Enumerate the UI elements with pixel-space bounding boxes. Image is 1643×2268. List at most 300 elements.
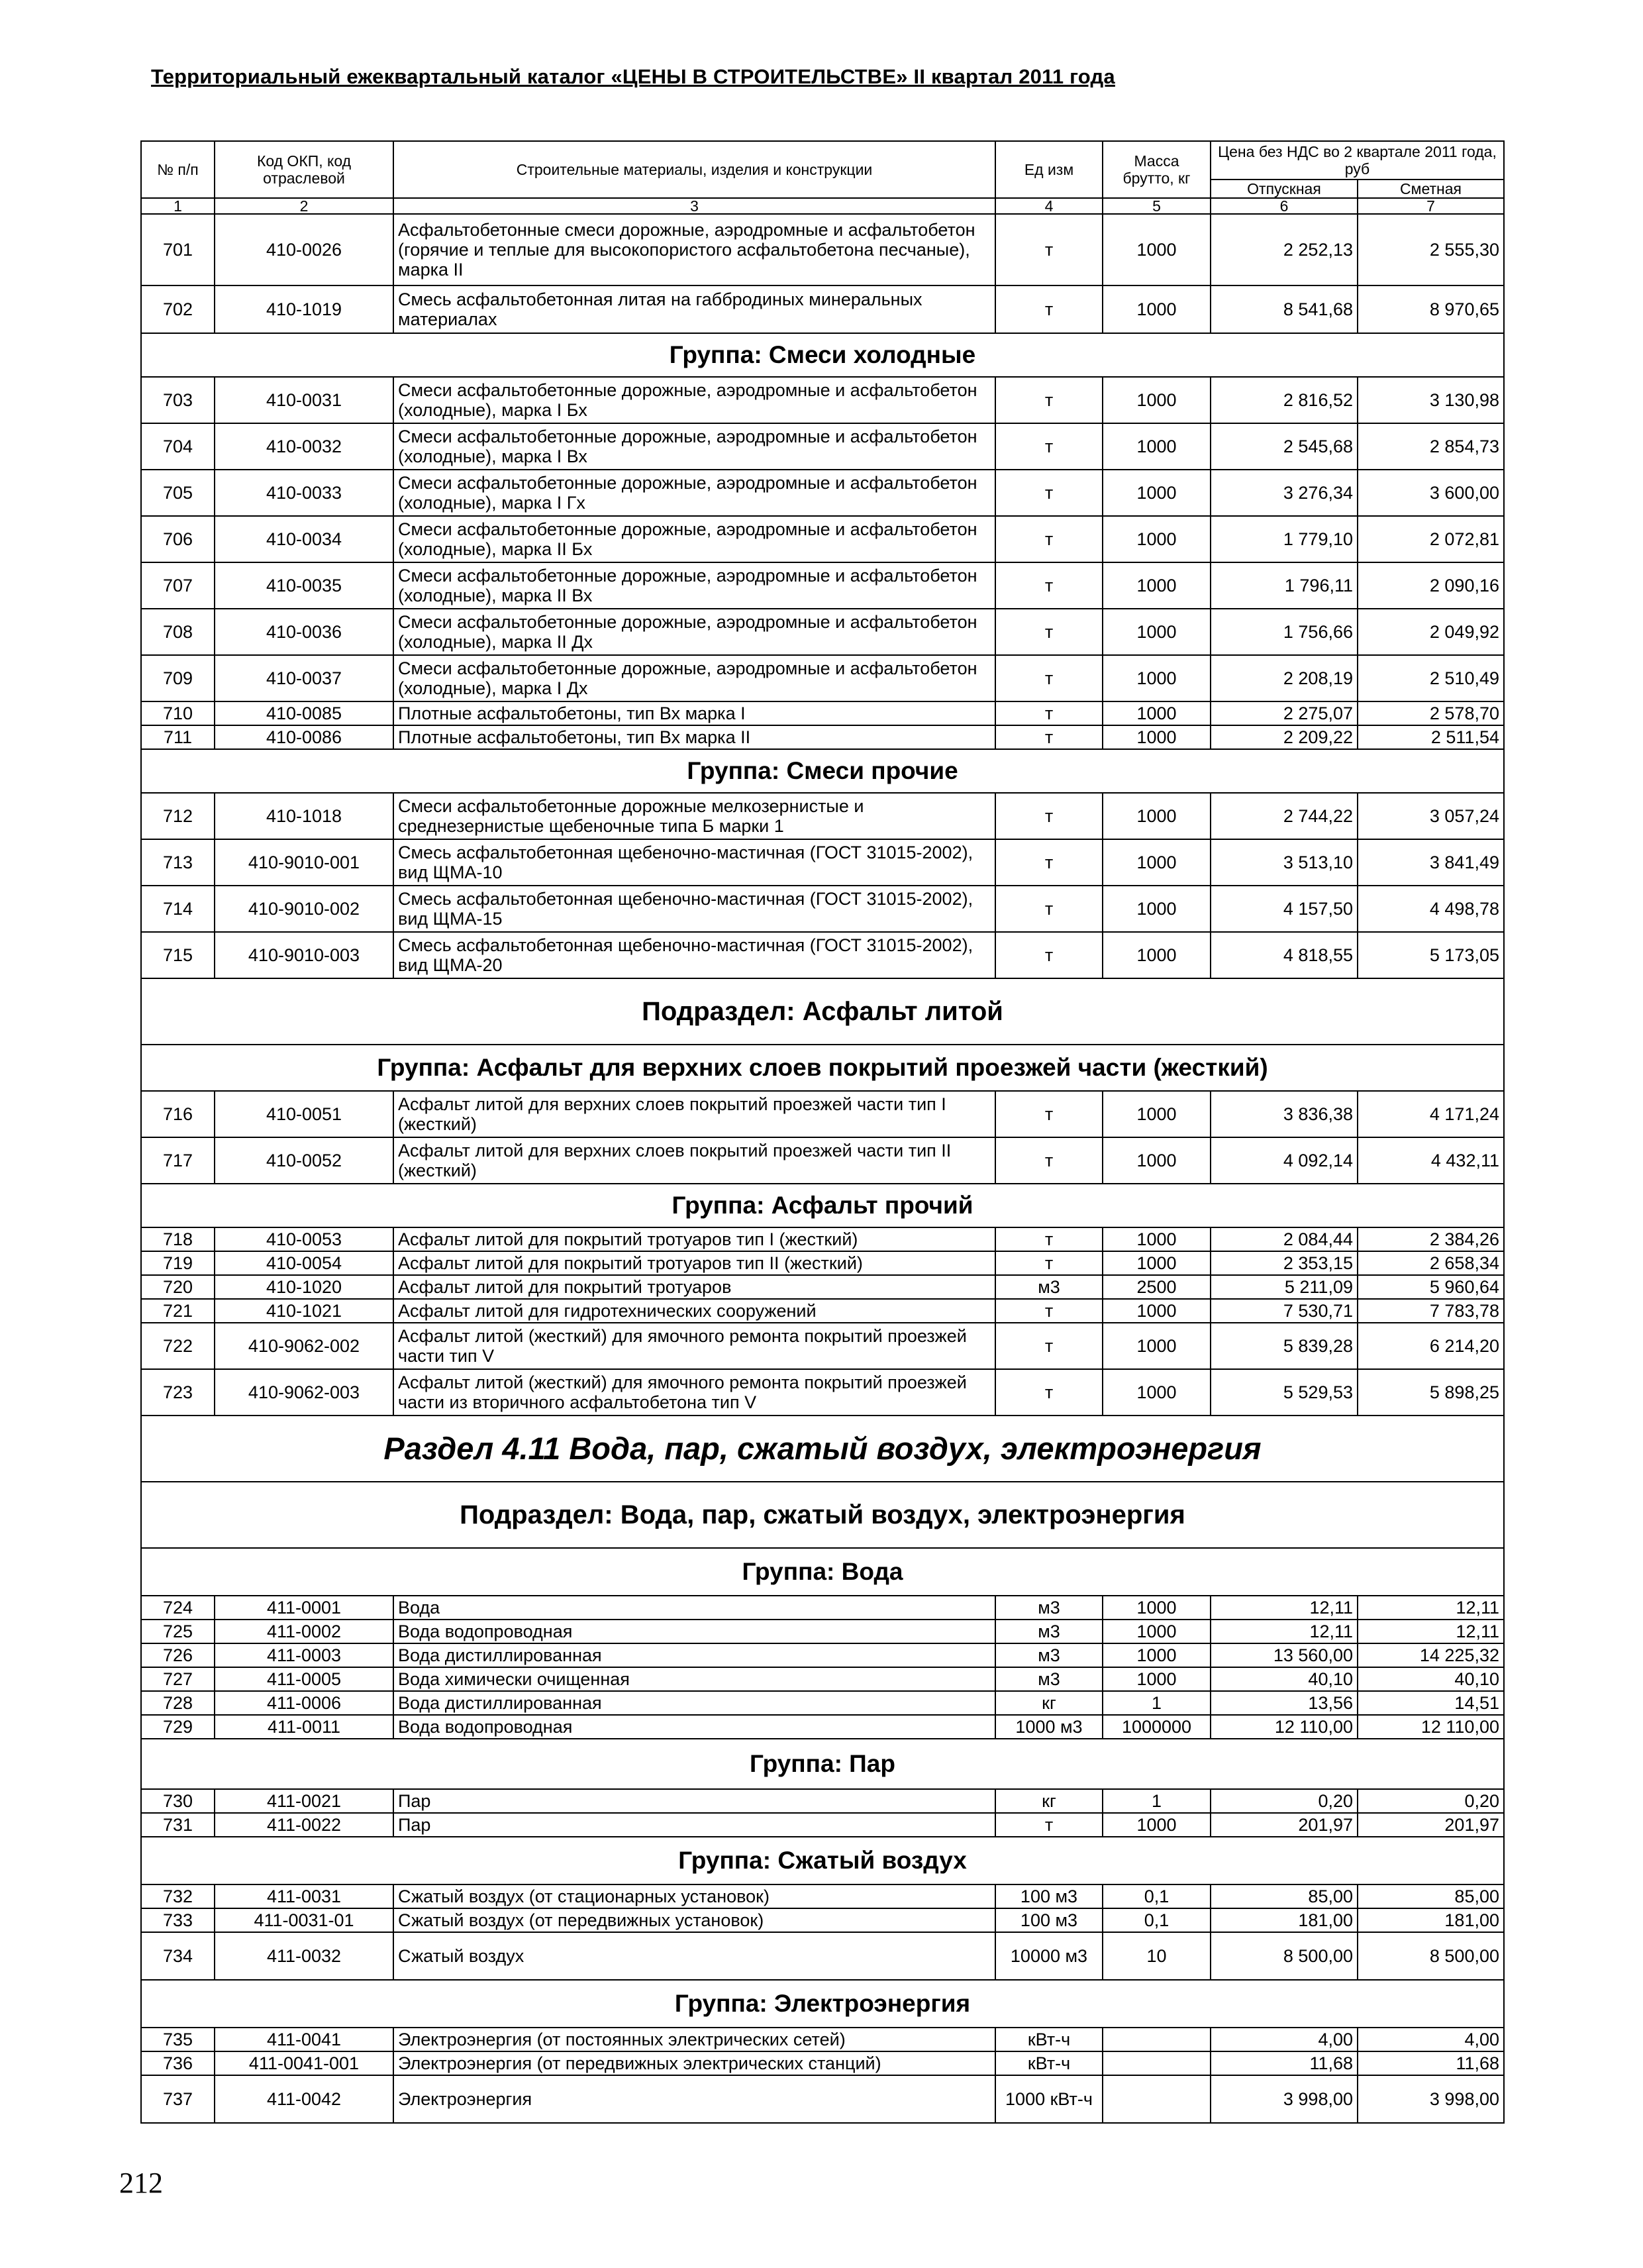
row-estimate-price: 5 173,05: [1358, 932, 1504, 978]
table-header: [141, 141, 1504, 214]
col-price-header: Цена без НДС во 2 квартале 2011 года, руб: [1211, 141, 1504, 180]
table-row: [141, 470, 1504, 516]
column-number: 7: [1358, 198, 1504, 214]
row-estimate-price: 12,11: [1358, 1620, 1504, 1643]
row-number: 715: [141, 932, 215, 978]
row-name: Асфальт литой для верхних слоев покрытий проезжей части тип I (жесткий): [393, 1091, 995, 1137]
table-row: [141, 214, 1504, 285]
row-mass: 1000: [1103, 516, 1211, 562]
row-number: 733: [141, 1908, 215, 1932]
row-release-price: 2 084,44: [1211, 1227, 1358, 1251]
row-code: 410-1020: [215, 1275, 393, 1299]
row-name: Сжатый воздух (от стационарных установок): [393, 1884, 995, 1908]
row-code: 410-9010-003: [215, 932, 393, 978]
row-release-price: 2 545,68: [1211, 423, 1358, 470]
row-name: Вода водопроводная: [393, 1620, 995, 1643]
col-unit-header: Ед изм: [995, 141, 1103, 198]
row-name: Асфальт литой для гидротехнических сооружений: [393, 1299, 995, 1323]
table-row: [141, 1275, 1504, 1299]
group-heading: Группа: Электроэнергия: [141, 1980, 1504, 2028]
row-release-price: 3 513,10: [1211, 839, 1358, 886]
row-number: 723: [141, 1369, 215, 1416]
row-code: 410-0085: [215, 701, 393, 725]
row-number: 734: [141, 1932, 215, 1980]
row-number: 702: [141, 285, 215, 333]
row-number: 722: [141, 1323, 215, 1369]
row-release-price: 4 818,55: [1211, 932, 1358, 978]
row-code: 410-0053: [215, 1227, 393, 1251]
subsection-heading-row: [141, 1482, 1504, 1548]
row-name: Плотные асфальтобетоны, тип Вх марка I: [393, 701, 995, 725]
row-number: 731: [141, 1813, 215, 1837]
row-estimate-price: 4 498,78: [1358, 886, 1504, 932]
row-mass: 0,1: [1103, 1884, 1211, 1908]
row-unit: т: [995, 1091, 1103, 1137]
row-number: 720: [141, 1275, 215, 1299]
row-mass: 1000: [1103, 1667, 1211, 1691]
row-estimate-price: 12 110,00: [1358, 1715, 1504, 1739]
row-mass: 0,1: [1103, 1908, 1211, 1932]
row-code: 411-0006: [215, 1691, 393, 1715]
row-mass: 1000: [1103, 1620, 1211, 1643]
row-release-price: 201,97: [1211, 1813, 1358, 1837]
group-heading: Группа: Вода: [141, 1548, 1504, 1596]
row-number: 711: [141, 725, 215, 749]
page-number: 212: [119, 2167, 163, 2199]
row-code: 411-0005: [215, 1667, 393, 1691]
row-release-price: 5 211,09: [1211, 1275, 1358, 1299]
row-name: Смеси асфальтобетонные дорожные, аэродромные и асфальтобетон (холодные), марка II Вх: [393, 562, 995, 609]
table-row: [141, 423, 1504, 470]
row-code: 410-0033: [215, 470, 393, 516]
row-unit: т: [995, 470, 1103, 516]
group-heading: Группа: Смеси прочие: [141, 749, 1504, 793]
group-heading-row: [141, 1980, 1504, 2028]
row-name: Смесь асфальтобетонная щебеночно-мастичная (ГОСТ 31015-2002), вид ЩМА-10: [393, 839, 995, 886]
row-unit: т: [995, 609, 1103, 655]
row-name: Сжатый воздух: [393, 1932, 995, 1980]
row-code: 410-1018: [215, 793, 393, 839]
row-number: 736: [141, 2051, 215, 2075]
row-mass: [1103, 2051, 1211, 2075]
row-number: 730: [141, 1789, 215, 1813]
row-estimate-price: 2 510,49: [1358, 655, 1504, 701]
table-row: [141, 1091, 1504, 1137]
col-release-header: Отпускная: [1211, 180, 1358, 198]
row-unit: т: [995, 285, 1103, 333]
row-name: Асфальт литой для покрытий тротуаров: [393, 1275, 995, 1299]
row-name: Смеси асфальтобетонные дорожные мелкозернистые и среднезернистые щебеночные типа Б марки 1: [393, 793, 995, 839]
row-mass: 1000: [1103, 1251, 1211, 1275]
table-row: [141, 1667, 1504, 1691]
row-unit: кг: [995, 1691, 1103, 1715]
row-mass: 1000: [1103, 1369, 1211, 1416]
row-estimate-price: 6 214,20: [1358, 1323, 1504, 1369]
row-name: Асфальт литой для верхних слоев покрытий проезжей части тип II (жесткий): [393, 1137, 995, 1184]
row-estimate-price: 4 171,24: [1358, 1091, 1504, 1137]
row-mass: 1000: [1103, 1596, 1211, 1620]
row-mass: 1000: [1103, 655, 1211, 701]
row-code: 410-0051: [215, 1091, 393, 1137]
row-release-price: 4 157,50: [1211, 886, 1358, 932]
table-row: [141, 562, 1504, 609]
row-estimate-price: 3 600,00: [1358, 470, 1504, 516]
table-row: [141, 1715, 1504, 1739]
row-code: 410-9062-002: [215, 1323, 393, 1369]
row-estimate-price: 2 072,81: [1358, 516, 1504, 562]
row-number: 701: [141, 214, 215, 285]
group-heading: Группа: Сжатый воздух: [141, 1837, 1504, 1884]
row-name: Вода дистиллированная: [393, 1643, 995, 1667]
table-row: [141, 932, 1504, 978]
section-heading: Раздел 4.11 Вода, пар, сжатый воздух, электроэнергия: [141, 1416, 1504, 1482]
row-estimate-price: 2 090,16: [1358, 562, 1504, 609]
group-heading-row: [141, 749, 1504, 793]
row-release-price: 7 530,71: [1211, 1299, 1358, 1323]
row-number: 724: [141, 1596, 215, 1620]
row-number: 725: [141, 1620, 215, 1643]
row-number: 710: [141, 701, 215, 725]
row-number: 713: [141, 839, 215, 886]
row-estimate-price: 2 854,73: [1358, 423, 1504, 470]
row-number: 707: [141, 562, 215, 609]
row-number: 704: [141, 423, 215, 470]
row-name: Вода водопроводная: [393, 1715, 995, 1739]
row-release-price: 13,56: [1211, 1691, 1358, 1715]
row-code: 410-1019: [215, 285, 393, 333]
row-release-price: 5 529,53: [1211, 1369, 1358, 1416]
row-unit: т: [995, 1813, 1103, 1837]
row-code: 410-0032: [215, 423, 393, 470]
row-unit: т: [995, 562, 1103, 609]
row-unit: кВт-ч: [995, 2028, 1103, 2051]
row-number: 714: [141, 886, 215, 932]
row-number: 703: [141, 377, 215, 423]
row-release-price: 2 275,07: [1211, 701, 1358, 725]
row-estimate-price: 14 225,32: [1358, 1643, 1504, 1667]
col-num-header: № п/п: [141, 141, 215, 198]
col-name-header: Строительные материалы, изделия и конструкции: [393, 141, 995, 198]
row-name: Электроэнергия (от передвижных электрических станций): [393, 2051, 995, 2075]
row-release-price: 2 744,22: [1211, 793, 1358, 839]
row-estimate-price: 8 500,00: [1358, 1932, 1504, 1980]
row-estimate-price: 11,68: [1358, 2051, 1504, 2075]
column-number: 4: [995, 198, 1103, 214]
row-estimate-price: 2 049,92: [1358, 609, 1504, 655]
row-unit: 100 м3: [995, 1908, 1103, 1932]
row-unit: 10000 м3: [995, 1932, 1103, 1980]
row-mass: 1000: [1103, 886, 1211, 932]
row-release-price: 12,11: [1211, 1620, 1358, 1643]
row-unit: м3: [995, 1620, 1103, 1643]
row-release-price: 13 560,00: [1211, 1643, 1358, 1667]
row-mass: 1000: [1103, 932, 1211, 978]
row-mass: 1000: [1103, 1813, 1211, 1837]
column-number: 6: [1211, 198, 1358, 214]
row-release-price: 40,10: [1211, 1667, 1358, 1691]
row-estimate-price: 5 898,25: [1358, 1369, 1504, 1416]
row-mass: 1000: [1103, 701, 1211, 725]
row-estimate-price: 12,11: [1358, 1596, 1504, 1620]
row-estimate-price: 4 432,11: [1358, 1137, 1504, 1184]
table-row: [141, 1369, 1504, 1416]
table-row: [141, 2051, 1504, 2075]
group-heading-row: [141, 1045, 1504, 1091]
row-number: 737: [141, 2075, 215, 2123]
row-unit: 100 м3: [995, 1884, 1103, 1908]
row-name: Электроэнергия (от постоянных электрических сетей): [393, 2028, 995, 2051]
row-name: Смеси асфальтобетонные дорожные, аэродромные и асфальтобетон (холодные), марка I Вх: [393, 423, 995, 470]
row-code: 411-0021: [215, 1789, 393, 1813]
row-name: Асфальт литой (жесткий) для ямочного ремонта покрытий проезжей части тип V: [393, 1323, 995, 1369]
row-code: 410-0031: [215, 377, 393, 423]
row-code: 411-0041-001: [215, 2051, 393, 2075]
table-row: [141, 609, 1504, 655]
row-release-price: 2 816,52: [1211, 377, 1358, 423]
table-row: [141, 1596, 1504, 1620]
row-release-price: 3 276,34: [1211, 470, 1358, 516]
group-heading-row: [141, 333, 1504, 377]
row-name: Сжатый воздух (от передвижных установок): [393, 1908, 995, 1932]
row-unit: кВт-ч: [995, 2051, 1103, 2075]
row-estimate-price: 7 783,78: [1358, 1299, 1504, 1323]
row-code: 411-0031: [215, 1884, 393, 1908]
group-heading: Группа: Асфальт для верхних слоев покрытий проезжей части (жесткий): [141, 1045, 1504, 1091]
row-name: Смеси асфальтобетонные дорожные, аэродромные и асфальтобетон (холодные), марка I Дх: [393, 655, 995, 701]
row-mass: 1000: [1103, 1137, 1211, 1184]
row-unit: т: [995, 701, 1103, 725]
row-name: Вода химически очищенная: [393, 1667, 995, 1691]
row-release-price: 12 110,00: [1211, 1715, 1358, 1739]
row-name: Смеси асфальтобетонные дорожные, аэродромные и асфальтобетон (холодные), марка II Бх: [393, 516, 995, 562]
table-row: [141, 839, 1504, 886]
row-mass: 1000: [1103, 562, 1211, 609]
row-release-price: 12,11: [1211, 1596, 1358, 1620]
row-number: 719: [141, 1251, 215, 1275]
row-mass: 1000: [1103, 285, 1211, 333]
row-unit: т: [995, 839, 1103, 886]
row-unit: т: [995, 1369, 1103, 1416]
table-row: [141, 2028, 1504, 2051]
row-number: 727: [141, 1667, 215, 1691]
subsection-heading: Подраздел: Асфальт литой: [141, 978, 1504, 1045]
table-row: [141, 1691, 1504, 1715]
row-release-price: 5 839,28: [1211, 1323, 1358, 1369]
row-name: Смесь асфальтобетонная щебеночно-мастичная (ГОСТ 31015-2002), вид ЩМА-15: [393, 886, 995, 932]
row-mass: 1: [1103, 1691, 1211, 1715]
table-row: [141, 1932, 1504, 1980]
row-mass: 2500: [1103, 1275, 1211, 1299]
row-number: 708: [141, 609, 215, 655]
row-mass: 1000: [1103, 470, 1211, 516]
row-estimate-price: 2 658,34: [1358, 1251, 1504, 1275]
row-number: 705: [141, 470, 215, 516]
table-row: [141, 725, 1504, 749]
row-code: 411-0022: [215, 1813, 393, 1837]
row-unit: т: [995, 1323, 1103, 1369]
col-estimate-header: Сметная: [1358, 180, 1504, 198]
row-number: 721: [141, 1299, 215, 1323]
row-mass: 1000: [1103, 1643, 1211, 1667]
subsection-heading-row: [141, 978, 1504, 1045]
row-unit: т: [995, 214, 1103, 285]
row-unit: т: [995, 932, 1103, 978]
row-name: Смеси асфальтобетонные дорожные, аэродромные и асфальтобетон (холодные), марка I Бх: [393, 377, 995, 423]
row-code: 411-0003: [215, 1643, 393, 1667]
row-name: Электроэнергия: [393, 2075, 995, 2123]
row-name: Асфальт литой для покрытий тротуаров тип I (жесткий): [393, 1227, 995, 1251]
row-estimate-price: 2 578,70: [1358, 701, 1504, 725]
table-row: [141, 2075, 1504, 2123]
row-unit: т: [995, 377, 1103, 423]
row-name: Вода: [393, 1596, 995, 1620]
row-number: 716: [141, 1091, 215, 1137]
row-code: 410-1021: [215, 1299, 393, 1323]
group-heading: Группа: Пар: [141, 1739, 1504, 1789]
row-name: Асфальтобетонные смеси дорожные, аэродромные и асфальтобетон (горячие и теплые для высокопористого асфальтобетона песчаные), марка II: [393, 214, 995, 285]
row-unit: м3: [995, 1275, 1103, 1299]
row-name: Смесь асфальтобетонная щебеночно-мастичная (ГОСТ 31015-2002), вид ЩМА-20: [393, 932, 995, 978]
table-row: [141, 1789, 1504, 1813]
row-mass: [1103, 2075, 1211, 2123]
row-number: 717: [141, 1137, 215, 1184]
row-release-price: 8 500,00: [1211, 1932, 1358, 1980]
row-number: 728: [141, 1691, 215, 1715]
table-row: [141, 1908, 1504, 1932]
col-mass-header: Масса брутто, кг: [1103, 141, 1211, 198]
row-code: 410-0035: [215, 562, 393, 609]
row-release-price: 1 779,10: [1211, 516, 1358, 562]
table-row: [141, 1813, 1504, 1837]
table-row: [141, 1884, 1504, 1908]
row-release-price: 181,00: [1211, 1908, 1358, 1932]
price-table: [140, 140, 1505, 2124]
row-code: 410-0026: [215, 214, 393, 285]
row-unit: 1000 кВт-ч: [995, 2075, 1103, 2123]
row-mass: [1103, 2028, 1211, 2051]
table-row: [141, 886, 1504, 932]
row-estimate-price: 181,00: [1358, 1908, 1504, 1932]
table-row: [141, 793, 1504, 839]
row-release-price: 2 353,15: [1211, 1251, 1358, 1275]
row-number: 726: [141, 1643, 215, 1667]
row-code: 411-0002: [215, 1620, 393, 1643]
row-estimate-price: 14,51: [1358, 1691, 1504, 1715]
row-name: Смеси асфальтобетонные дорожные, аэродромные и асфальтобетон (холодные), марка II Дх: [393, 609, 995, 655]
row-code: 410-0034: [215, 516, 393, 562]
row-unit: т: [995, 793, 1103, 839]
row-estimate-price: 2 384,26: [1358, 1227, 1504, 1251]
row-estimate-price: 3 841,49: [1358, 839, 1504, 886]
row-name: Асфальт литой (жесткий) для ямочного ремонта покрытий проезжей части из вторичного асфальтобетона тип V: [393, 1369, 995, 1416]
row-estimate-price: 3 057,24: [1358, 793, 1504, 839]
table-row: [141, 1227, 1504, 1251]
row-code: 410-0054: [215, 1251, 393, 1275]
table-body: [141, 214, 1504, 2123]
row-unit: м3: [995, 1596, 1103, 1620]
row-release-price: 11,68: [1211, 2051, 1358, 2075]
row-unit: т: [995, 1299, 1103, 1323]
table-row: [141, 285, 1504, 333]
row-release-price: 3 998,00: [1211, 2075, 1358, 2123]
group-heading-row: [141, 1739, 1504, 1789]
section-heading-row: [141, 1416, 1504, 1482]
subsection-heading: Подраздел: Вода, пар, сжатый воздух, электроэнергия: [141, 1482, 1504, 1548]
row-estimate-price: 3 998,00: [1358, 2075, 1504, 2123]
row-number: 735: [141, 2028, 215, 2051]
row-code: 411-0032: [215, 1932, 393, 1980]
row-code: 410-0086: [215, 725, 393, 749]
row-code: 410-0037: [215, 655, 393, 701]
table-row: [141, 1323, 1504, 1369]
row-mass: 1000: [1103, 839, 1211, 886]
group-heading: Группа: Смеси холодные: [141, 333, 1504, 377]
row-mass: 10: [1103, 1932, 1211, 1980]
row-number: 709: [141, 655, 215, 701]
row-mass: 1000: [1103, 423, 1211, 470]
column-numbers-row: [141, 198, 1504, 214]
row-number: 712: [141, 793, 215, 839]
row-name: Плотные асфальтобетоны, тип Вх марка II: [393, 725, 995, 749]
row-estimate-price: 40,10: [1358, 1667, 1504, 1691]
column-number: 2: [215, 198, 393, 214]
group-heading-row: [141, 1184, 1504, 1227]
table-row: [141, 1299, 1504, 1323]
row-release-price: 2 252,13: [1211, 214, 1358, 285]
row-mass: 1000: [1103, 214, 1211, 285]
table-row: [141, 701, 1504, 725]
row-unit: т: [995, 1227, 1103, 1251]
row-release-price: 3 836,38: [1211, 1091, 1358, 1137]
row-mass: 1000: [1103, 609, 1211, 655]
row-code: 411-0041: [215, 2028, 393, 2051]
row-unit: т: [995, 725, 1103, 749]
row-number: 732: [141, 1884, 215, 1908]
row-name: Вода дистиллированная: [393, 1691, 995, 1715]
row-estimate-price: 8 970,65: [1358, 285, 1504, 333]
row-unit: кг: [995, 1789, 1103, 1813]
row-code: 411-0001: [215, 1596, 393, 1620]
row-code: 411-0031-01: [215, 1908, 393, 1932]
row-release-price: 0,20: [1211, 1789, 1358, 1813]
group-heading-row: [141, 1837, 1504, 1884]
table-row: [141, 516, 1504, 562]
row-code: 410-9062-003: [215, 1369, 393, 1416]
table-row: [141, 1643, 1504, 1667]
row-estimate-price: 2 511,54: [1358, 725, 1504, 749]
row-unit: т: [995, 655, 1103, 701]
row-estimate-price: 4,00: [1358, 2028, 1504, 2051]
col-code-header: Код ОКП, код отраслевой: [215, 141, 393, 198]
row-release-price: 2 208,19: [1211, 655, 1358, 701]
row-unit: т: [995, 423, 1103, 470]
group-heading: Группа: Асфальт прочий: [141, 1184, 1504, 1227]
row-unit: т: [995, 1137, 1103, 1184]
row-unit: т: [995, 516, 1103, 562]
row-unit: 1000 м3: [995, 1715, 1103, 1739]
row-mass: 1000000: [1103, 1715, 1211, 1739]
row-code: 410-0052: [215, 1137, 393, 1184]
row-estimate-price: 5 960,64: [1358, 1275, 1504, 1299]
row-unit: м3: [995, 1667, 1103, 1691]
row-name: Пар: [393, 1813, 995, 1837]
row-release-price: 1 796,11: [1211, 562, 1358, 609]
row-mass: 1000: [1103, 377, 1211, 423]
row-number: 706: [141, 516, 215, 562]
row-estimate-price: 0,20: [1358, 1789, 1504, 1813]
row-estimate-price: 2 555,30: [1358, 214, 1504, 285]
row-code: 410-9010-002: [215, 886, 393, 932]
